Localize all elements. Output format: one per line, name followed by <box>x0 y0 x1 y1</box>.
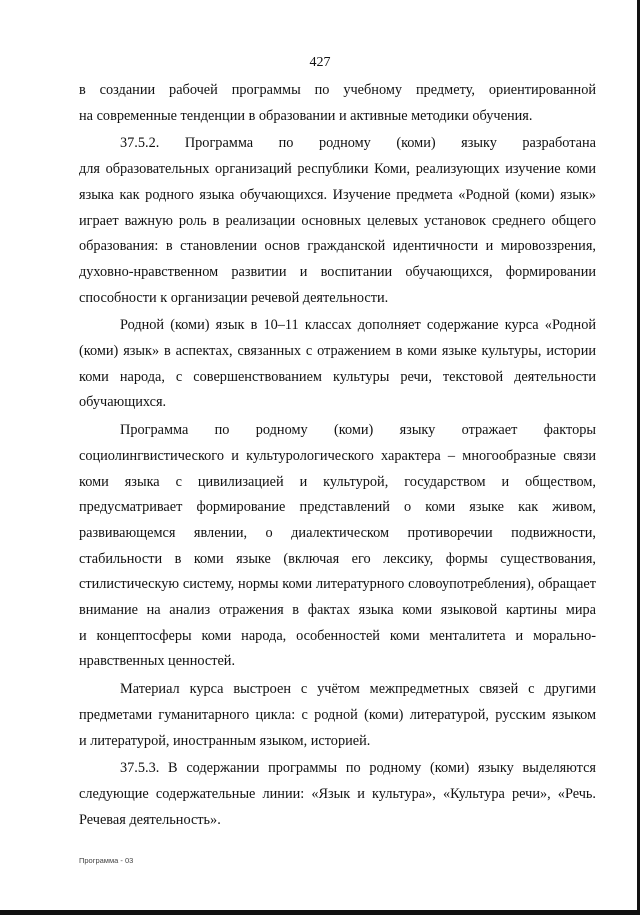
text-line: обучающихся. <box>79 394 167 411</box>
text-line: 37.5.3. В содержании программы по родному (коми) языку выделяются <box>120 760 596 777</box>
text-line: стилистическую систему, нормы коми литературного словоупотребления), обращает <box>79 576 596 593</box>
text-line: духовно-нравственном развитии и воспитании обучающихся, формировании <box>79 263 596 280</box>
paragraph <box>79 131 596 311</box>
paragraph <box>79 677 596 754</box>
text-line: следующие содержательные линии: «Язык и культура», «Культура речи», «Речь. <box>79 785 596 802</box>
text-line: 37.5.2. Программа по родному (коми) языку разработана <box>120 135 596 152</box>
text-line: предметами гуманитарного цикла: с родной (коми) литературой, русским языком <box>79 706 596 723</box>
text-line: социолингвистического и культурологического характера – многообразные связи <box>79 447 596 464</box>
text-line: внимание на анализ отражения в фактах языка коми языковой картины мира <box>79 602 596 619</box>
text-line: для образовательных организаций республики Коми, реализующих изучение коми <box>79 161 596 178</box>
text-line: образования: в становлении основ гражданской идентичности и мировоззрения, <box>79 238 596 255</box>
text-line: коми народа, с совершенствованием культуры речи, текстовой деятельности <box>79 368 596 385</box>
text-line: и концептосферы коми народа, особенностей коми менталитета и морально- <box>79 627 596 644</box>
text-line: Родной (коми) язык в 10–11 классах дополняет содержание курса «Родной <box>120 317 596 334</box>
page-number: 427 <box>309 55 331 70</box>
text-line: Материал курса выстроен с учётом межпредметных связей с другими <box>120 681 596 698</box>
paragraph <box>79 313 596 416</box>
text-line: предусматривает формирование представлений о коми языке как живом, <box>79 499 596 516</box>
paragraph <box>79 78 596 129</box>
text-line: развивающемся явлении, о диалектическом противоречии подвижности, <box>79 524 596 541</box>
text-line: и литературой, иностранным языком, историей. <box>79 732 371 749</box>
text-line: в создании рабочей программы по учебному предмету, ориентированной <box>79 82 596 98</box>
paragraph <box>79 756 596 833</box>
text-line: способности к организации речевой деятельности. <box>79 289 389 306</box>
text-line: Программа по родному (коми) языку отражает факторы <box>120 422 596 439</box>
text-line: (коми) язык» в аспектах, связанных с отражением в коми языке культуры, истории <box>79 343 596 360</box>
scan-edge-bottom <box>0 910 640 915</box>
text-line: нравственных ценностей. <box>79 653 236 670</box>
text-line: играет важную роль в реализации основных целевых установок среднего общего <box>79 212 596 229</box>
text-line: на современные тенденции в образовании и активные методики обучения. <box>79 107 533 124</box>
text-line: стабильности в коми языке (включая его лексику, формы существования, <box>79 550 596 567</box>
body-text <box>79 78 596 833</box>
text-line: коми языка с цивилизацией и культурой, государством и обществом, <box>79 473 596 490</box>
text-line: Речевая деятельность». <box>79 811 221 828</box>
text-line: языка как родного языка обучающихся. Изучение предмета «Родной (коми) язык» <box>79 186 596 203</box>
footer-code: Программа - 03 <box>79 856 134 865</box>
paragraph <box>79 418 596 675</box>
